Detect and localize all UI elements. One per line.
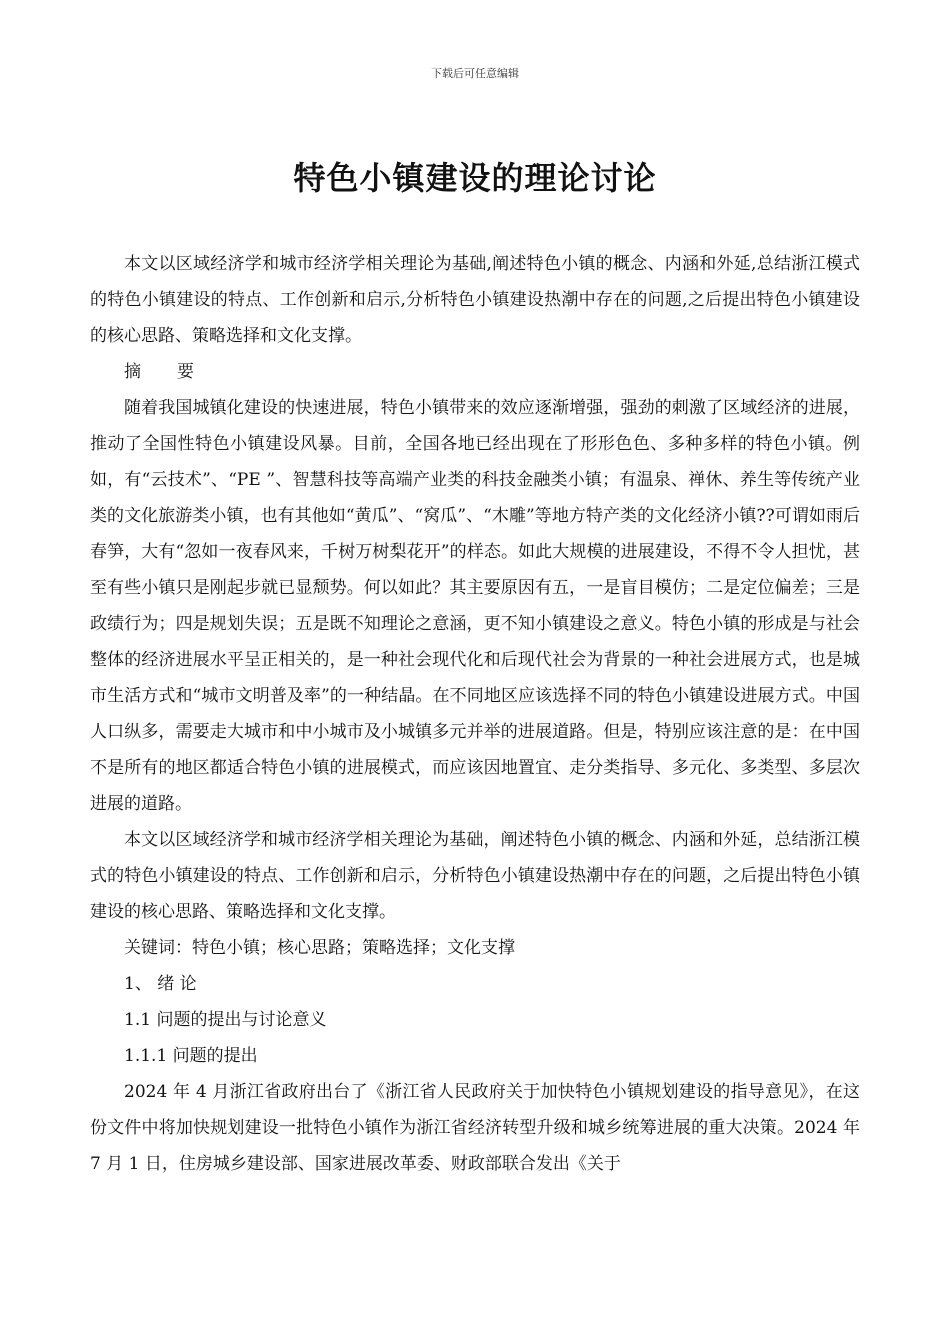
keywords-line: 关键词：特色小镇；核心思路；策略选择；文化支撑 bbox=[124, 938, 515, 958]
section-body-paragraph: 2024 年 4 月浙江省政府出台了《浙江省人民政府关于加快特色小镇规划建设的指导意见》，在这份文件中将加快规划建设一批特色小镇作为浙江省经济转型升级和城乡统筹进展的重大决策。2024 年 7 月 1 日，住房城乡建设部、国家进展改革委、财政部联合发出《关于 bbox=[90, 1082, 860, 1174]
intro-paragraph: 本文以区域经济学和城市经济学相关理论为基础,阐述特色小镇的概念、内涵和外延,总结浙江模式的特色小镇建设的特点、工作创新和启示,分析特色小镇建设热潮中存在的问题,之后提出特色小镇建设的核心思路、策略选择和文化支撑。 bbox=[90, 254, 860, 346]
section-heading-1-1: 1.1 问题的提出与讨论意义 bbox=[124, 1010, 327, 1030]
section-heading-1-1-1: 1.1.1 问题的提出 bbox=[124, 1046, 258, 1066]
abstract-paragraph: 随着我国城镇化建设的快速进展，特色小镇带来的效应逐渐增强，强劲的刺激了区域经济的进展，推动了全国性特色小镇建设风暴。目前，全国各地已经出现在了形形色色、多种多样的特色小镇。例如，有“云技术”、“PE ”、智慧科技等高端产业类的科技金融类小镇；有温泉、禅休、养生等传统产业类的文化旅游类小镇，也有其他如“黄瓜”、“窝瓜”、“木雕”等地方特产类的文化经济小镇??可谓如雨后春笋，大有“忽如一夜春风来，千树万树梨花开”的样态。如此大规模的进展建设，不得不令人担忧，甚至有些小镇只是刚起步就已显颓势。何以如此？其主要原因有五，一是盲目模仿；二是定位偏差；三是政绩行为；四是规划失误；五是既不知理论之意涵，更不知小镇建设之意义。特色小镇的形成是与社会整体的经济进展水平呈正相关的，是一种社会现代化和后现代社会为背景的一种社会进展方式，也是城市生活方式和“城市文明普及率”的一种结晶。在不同地区应该选择不同的特色小镇建设进展方式。中国人口纵多，需要走大城市和中小城市及小城镇多元并举的进展道路。但是，特别应该注意的是：在中国不是所有的地区都适合特色小镇的进展模式，而应该因地置宜、走分类指导、多元化、多类型、多层次进展的道路。 bbox=[90, 398, 860, 814]
document-body bbox=[90, 246, 860, 1182]
abstract-heading bbox=[90, 354, 860, 390]
abstract-summary-paragraph: 本文以区域经济学和城市经济学相关理论为基础，阐述特色小镇的概念、内涵和外延，总结浙江模式的特色小镇建设的特点、工作创新和启示，分析特色小镇建设热潮中存在的问题，之后提出特色小镇建设的核心思路、策略选择和文化支撑。 bbox=[90, 830, 860, 922]
abstract-heading-text: 摘 要 bbox=[124, 362, 210, 382]
section-heading-1: 1、 绪 论 bbox=[124, 974, 197, 994]
header-note: 下载后可任意编辑 bbox=[431, 67, 519, 80]
document-title: 特色小镇建设的理论讨论 bbox=[293, 159, 657, 197]
